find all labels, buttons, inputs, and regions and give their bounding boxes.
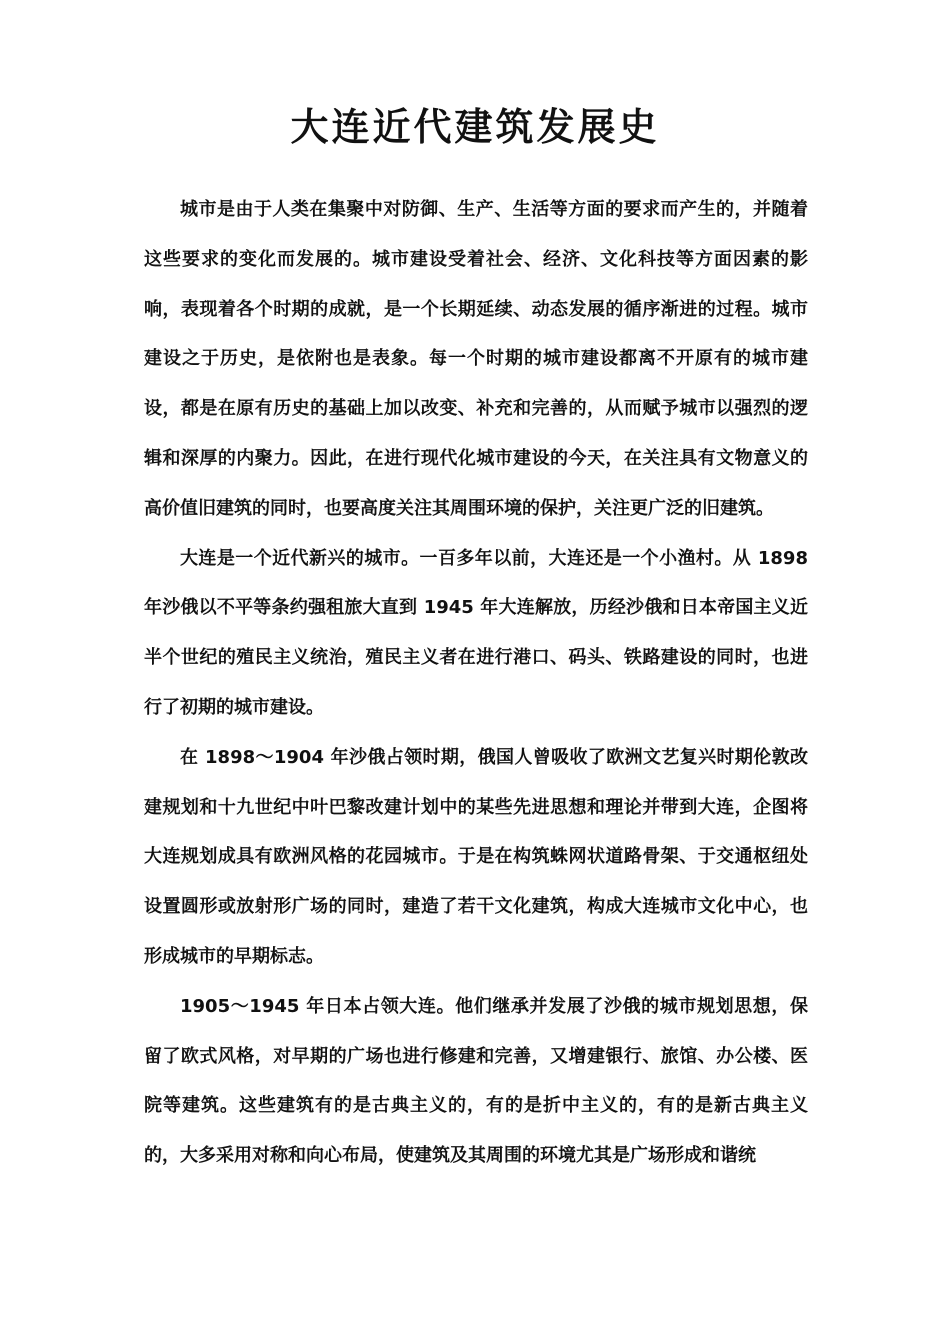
document-title: 大连近代建筑发展史 — [290, 104, 660, 149]
paragraph-urban-construction: 城市是由于人类在集聚中对防御、生产、生活等方面的要求而产生的，并随着这些要求的变化而发展的。城市建设受着社会、经济、文化科技等方面因素的影响，表现着各个时期的成就，是一个长期延续、动态发展的循序渐进的过程。城市建设之于历史，是依附也是表象。每一个时期的城市建设都离不开原有的城市建设，都是在原有历史的基础上加以改变、补充和完善的，从而赋予城市以强烈的逻辑和深厚的内聚力。因此，在进行现代化城市建设的今天，在关注具有文物意义的高价值旧建筑的同时，也要高度关注其周围环境的保护，关注更广泛的旧建筑。 — [144, 199, 808, 519]
document-body — [144, 185, 808, 1181]
paragraph-russian-period: 在 1898～1904 年沙俄占领时期，俄国人曾吸收了欧洲文艺复兴时期伦敦改建规划和十九世纪中叶巴黎改建计划中的某些先进思想和理论并带到大连，企图将大连规划成具有欧洲风格的花园城市。于是在构筑蛛网状道路骨架、于交通枢纽处设置圆形或放射形广场的同时，建造了若干文化建筑，构成大连城市文化中心，也形成城市的早期标志。 — [144, 746, 808, 967]
paragraph-japanese-period: 1905～1945 年日本占领大连。他们继承并发展了沙俄的城市规划思想，保留了欧式风格，对早期的广场也进行修建和完善，又增建银行、旅馆、办公楼、医院等建筑。这些建筑有的是古典主义的，有的是折中主义的，有的是新古典主义的，大多采用对称和向心布局，使建筑及其周围的环境尤其是广场形成和谐统 — [144, 995, 808, 1167]
paragraph-dalian-origins: 大连是一个近代新兴的城市。一百多年以前，大连还是一个小渔村。从 1898 年沙俄以不平等条约强租旅大直到 1945 年大连解放，历经沙俄和日本帝国主义近半个世纪的殖民主义统治，殖民主义者在进行港口、码头、铁路建设的同时，也进行了初期的城市建设。 — [144, 547, 808, 718]
